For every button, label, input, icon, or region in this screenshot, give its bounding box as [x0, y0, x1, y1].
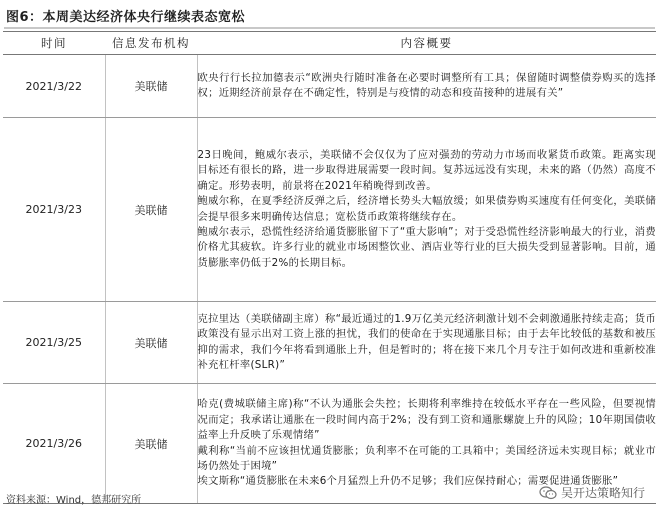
row-summary — [197, 118, 656, 302]
row-source: 美联储 — [105, 118, 197, 302]
header-summary: 内容概要 — [197, 32, 656, 55]
row-source: 美联储 — [105, 384, 197, 504]
summary-paragraph: 戴利称“当前不应该担忧通货膨胀；负利率不在可能的工具箱中；美国经济远未实现目标；就业市场仍然处于困境” — [197, 444, 656, 472]
policy-statements-table — [3, 31, 656, 504]
summary-paragraph: 鲍威尔表示，恐慌性经济给通货膨胀留下了“重大影响”；对于受恐慌性经济影响最大的行业，消费价格尤其疲软。许多行业的就业市场困整饮业、酒店业等行业的巨大损失受到显著影响。目前，通货膨胀率仍低于2%的长期目标。 — [197, 225, 656, 269]
row-summary — [197, 302, 656, 384]
table-row — [3, 302, 656, 384]
row-source: 美联储 — [105, 55, 197, 118]
figure-title: 图6：本周美达经济体央行继续表态宽松 — [6, 10, 246, 25]
summary-paragraph: 埃文斯称“通货膨胀在未来6个月猛烈上升仍不足够；我们应保持耐心；需要促进通货膨胀” — [197, 475, 619, 488]
title-divider — [4, 27, 655, 29]
watermark — [539, 484, 645, 501]
summary-paragraph: 鲍威尔称，在夏季经济反弹之后，经济增长势头大幅放缓；如果债券购买速度有任何变化，美联储会提早很多来明确传达信息；宽松货币政策将继续存在。 — [197, 195, 656, 223]
summary-paragraph: 23日晚间，鲍威尔表示，美联储不会仅仅为了应对强劲的劳动力市场而收紧货币政策。距离实现目标还有很长的路，进一步取得进展需要一段时间。复苏远远没有实现，未来的路（仍然）高度不确定。形势表明，前景将在2021年稍晚得到改善。 — [197, 148, 656, 192]
table-header-row — [3, 32, 656, 55]
row-summary — [197, 55, 656, 118]
row-date: 2021/3/25 — [3, 302, 105, 384]
wechat-icon — [539, 486, 557, 500]
row-source: 美联储 — [105, 302, 197, 384]
source-note: 资料来源：Wind，德邦研究所 — [6, 495, 142, 506]
table-row — [3, 118, 656, 302]
summary-paragraph: 克拉里达（美联储副主席）称“最近通过的1.9万亿美元经济刺激计划不会刺激通胀持续走高；货币政策没有显示出对工资上涨的担忧，我们的使命在于实现通胀目标；由于去年比较低的基数和被压抑的需求，我们今年将看到通胀上升，但是暂时的；将在接下来几个月专注于如何改进和重新校准补充杠杆率(SLR)” — [197, 312, 656, 371]
table-row — [3, 55, 656, 118]
watermark-text: 吴开达策略知行 — [560, 486, 645, 500]
header-date: 时间 — [3, 32, 105, 55]
row-date: 2021/3/22 — [3, 55, 105, 118]
header-source: 信息发布机构 — [105, 32, 197, 55]
row-date: 2021/3/26 — [3, 384, 105, 504]
summary-paragraph: 哈克(费城联储主席)称“不认为通胀会失控；长期将利率维持在较低水平存在一些风险，但要视情况而定；我承诺让通胀在一段时间内高于2%；没有到工资和通胀螺旋上升的风险；10年期国债收益率上升反映了乐观情绪” — [197, 398, 656, 442]
summary-paragraph: 欧央行行长拉加德表示“欧洲央行随时准备在必要时调整所有工具；保留随时调整债券购买的选择权；近期经济前景存在不确定性，特别是与疫情的动态和疫苗接种的进展有关” — [197, 71, 656, 99]
row-date: 2021/3/23 — [3, 118, 105, 302]
